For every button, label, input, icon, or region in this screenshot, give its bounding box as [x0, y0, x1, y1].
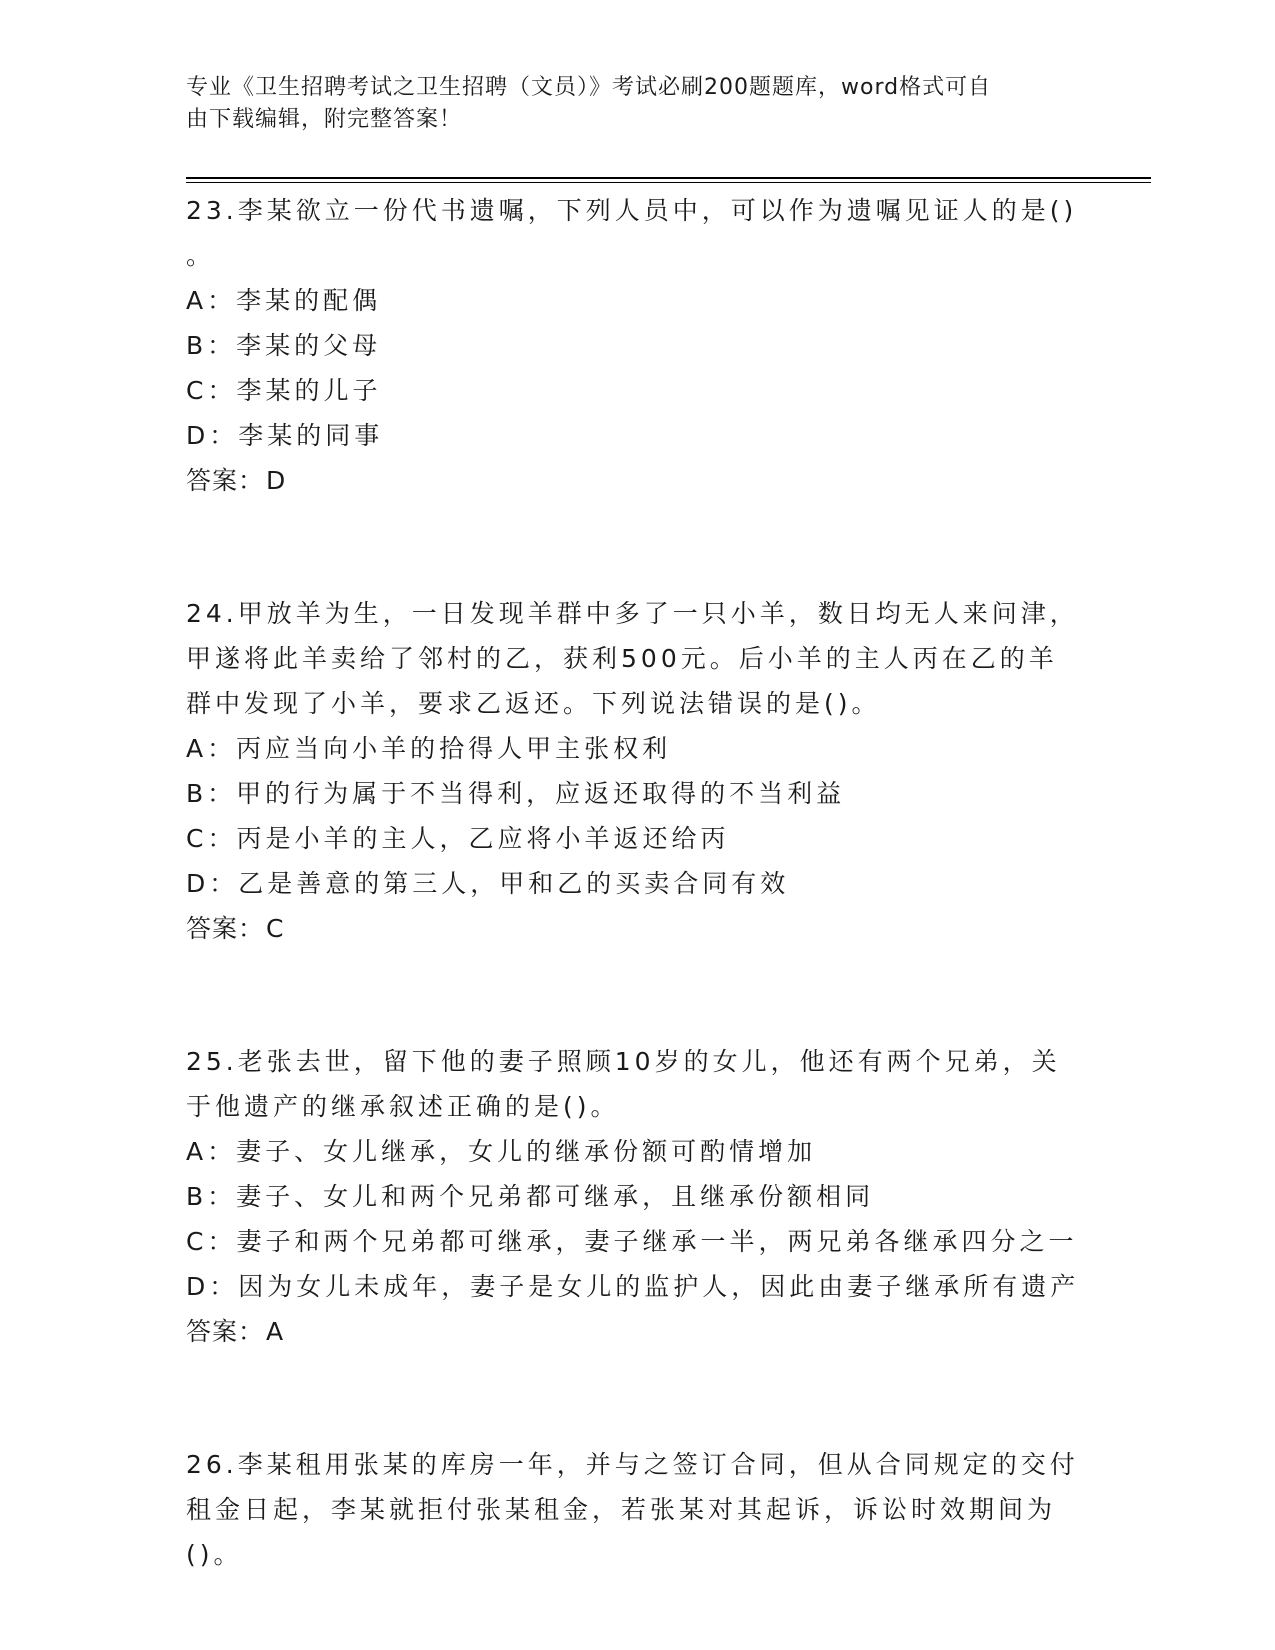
option-a: A：妻子、女儿继承，女儿的继承份额可酌情增加	[186, 1137, 817, 1166]
question-23	[186, 188, 1086, 503]
option-a: A：丙应当向小羊的拾得人甲主张权利	[186, 734, 672, 763]
question-25	[186, 1039, 1086, 1354]
question-24	[186, 591, 1086, 951]
option-b: B：李某的父母	[186, 331, 382, 360]
answer-value: A	[266, 1317, 285, 1346]
option-d: D：因为女儿未成年，妻子是女儿的监护人，因此由妻子继承所有遗产	[186, 1272, 1080, 1301]
header-line-1: 专业《卫生招聘考试之卫生招聘（文员）》考试必刷200题题库，word格式可自	[186, 75, 992, 100]
question-text-line: 26.李某租用张某的库房一年，并与之签订合同，但从合同规定的交付	[186, 1450, 1079, 1479]
answer-label: 答案：	[186, 466, 265, 495]
question-text-line: 23.李某欲立一份代书遗嘱，下列人员中，可以作为遗嘱见证人的是()	[186, 196, 1078, 225]
question-text-line: 租金日起，李某就拒付张某租金，若张某对其起诉，诉讼时效期间为	[186, 1495, 1057, 1524]
answer-label: 答案：	[186, 1317, 265, 1346]
option-b: B：妻子、女儿和两个兄弟都可继承，且继承份额相同	[186, 1182, 875, 1211]
option-c: C：丙是小羊的主人，乙应将小羊返还给丙	[186, 824, 730, 853]
question-text-line: ()。	[186, 1540, 243, 1569]
header-line-2: 由下载编辑，附完整答案！	[186, 107, 463, 132]
header-divider-thick	[186, 177, 1151, 179]
option-d: D：李某的同事	[186, 421, 384, 450]
answer-line	[186, 906, 1086, 951]
option-d: D：乙是善意的第三人，甲和乙的买卖合同有效	[186, 869, 790, 898]
question-text-line: 25.老张去世，留下他的妻子照顾10岁的女儿，他还有两个兄弟，关	[186, 1047, 1061, 1076]
answer-value: C	[266, 914, 285, 943]
answer-label: 答案：	[186, 914, 265, 943]
answer-line	[186, 1309, 1086, 1354]
header-divider-thin	[186, 182, 1151, 183]
document-header	[186, 72, 1066, 136]
option-c: C：李某的儿子	[186, 376, 382, 405]
option-a: A：李某的配偶	[186, 286, 382, 315]
answer-line	[186, 458, 1086, 503]
option-b: B：甲的行为属于不当得利，应返还取得的不当利益	[186, 779, 846, 808]
question-text-line: 群中发现了小羊，要求乙返还。下列说法错误的是()。	[186, 689, 881, 718]
option-c: C：妻子和两个兄弟都可继承，妻子继承一半，两兄弟各继承四分之一	[186, 1227, 1078, 1256]
question-26	[186, 1442, 1086, 1577]
question-text-line: 。	[186, 241, 216, 270]
question-text-line: 24.甲放羊为生，一日发现羊群中多了一只小羊，数日均无人来问津，	[186, 599, 1079, 628]
answer-value: D	[266, 466, 287, 495]
questions-list	[186, 188, 1086, 1577]
question-text-line: 甲遂将此羊卖给了邻村的乙，获利500元。后小羊的主人丙在乙的羊	[186, 644, 1058, 673]
question-text-line: 于他遗产的继承叙述正确的是()。	[186, 1092, 620, 1121]
